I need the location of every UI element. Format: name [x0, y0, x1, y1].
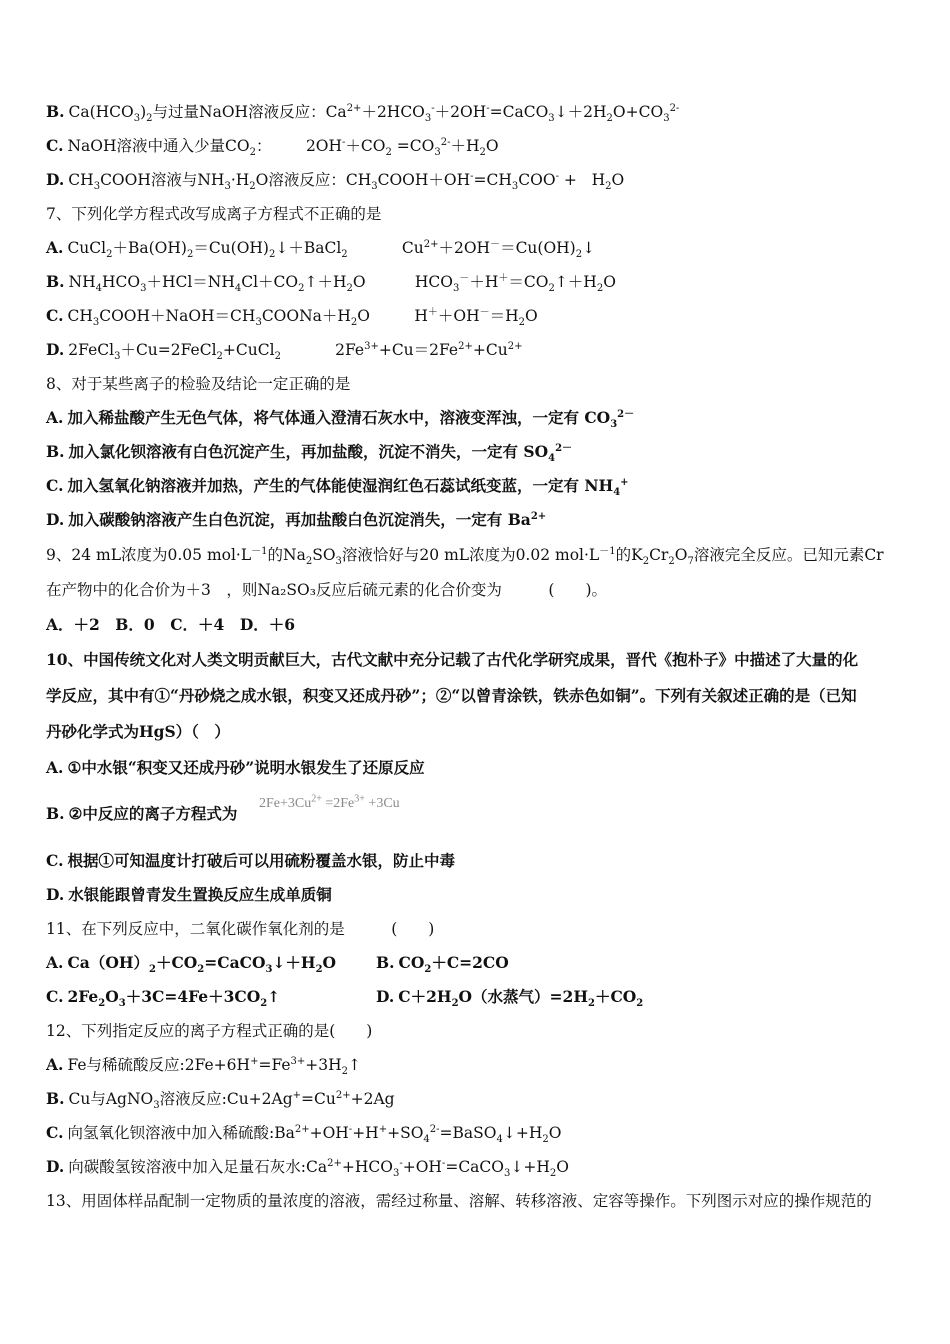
q8-stem: 8、对于某些离子的检验及结论一定正确的是	[46, 375, 351, 393]
q9-options: A．＋2 B．0 C．＋4 D．＋6	[46, 615, 296, 634]
q10-option-b: B. ②中反应的离子方程式为	[46, 804, 238, 823]
q7-option-b: B. $NH_4HCO_3+HCl=NH_4Cl+CO_2↑+H_2O$ $HCO_3^-+H^+=CO_2↑+H_2O$	[46, 272, 616, 295]
q10-option-c: C. 根据①可知温度计打破后可以用硫粉覆盖水银，防止中毒	[46, 851, 455, 870]
q8-option-b: B. 加入氯化钡溶液有白色沉淀产生，再加盐酸，沉淀不消失，一定有 $SO_4^{2-}$	[46, 442, 573, 465]
q8-option-a: A. 加入稀盐酸产生无色气体，将气体通入澄清石灰水中，溶液变浑浊，一定有 $CO_3^{2-}$	[46, 408, 635, 431]
q12-option-a: A. Fe与稀硫酸反应$:2Fe+6H^+=Fe^{3+}+3H_2↑$	[46, 1055, 362, 1078]
q12-option-d: D. 向碳酸氢铵溶液中加入足量石灰水$:Ca^{2+}+HCO_3^-+OH^-=CaCO_3↓+H_2O$	[46, 1157, 569, 1180]
q7-stem: 7、下列化学方程式改写成离子方程式不正确的是	[46, 205, 382, 223]
q12-option-c: C. 向氢氧化钡溶液中加入稀硫酸$:Ba^{2+}+OH^-+H^++SO_4^{2-}=BaSO_4↓+H_2O$	[46, 1123, 562, 1146]
q11-option-c: C. $2Fe_2O_3+3C=4Fe+3CO_2↑$	[46, 987, 281, 1010]
q11-option-a: A. $Ca(OH)_2+CO_2=CaCO_3↓+H_2O$	[46, 953, 337, 976]
q8-option-d: D. 加入碳酸钠溶液产生白色沉淀，再加盐酸白色沉淀消失，一定有 $Ba^{2+}$	[46, 510, 547, 529]
q6-option-b: B. $Ca(HCO_3)_2$与过量NaOH溶液反应：$Ca^{2+}+2HCO_3^-+2OH^-=CaCO_3↓+2H_2O+CO_3^{2-}$	[46, 102, 680, 125]
q9-stem-line2: 在产物中的化合价为＋3 ，则Na₂SO₃反应后硫元素的化合价变为 ( )。	[46, 581, 608, 599]
q10-stem-line2: 学反应，其中有①“丹砂烧之成水银，积变又还成丹砂”；②“以曾青涂铁，铁赤色如铜”。下列有关叙述正确的是（已知	[46, 686, 857, 705]
q10-option-a: A. ①中水银“积变又还成丹砂”说明水银发生了还原反应	[46, 758, 425, 777]
q13-stem: 13、用固体样品配制一定物质的量浓度的溶液，需经过称量、溶解、转移溶液、定容等操作。下列图示对应的操作规范的	[46, 1192, 872, 1210]
q10-stem-line1: 10、中国传统文化对人类文明贡献巨大，古代文献中充分记载了古代化学研究成果，晋代《抱朴子》中描述了大量的化	[46, 650, 859, 669]
q10-stem-line3: 丹砂化学式为HgS）（ ）	[46, 722, 230, 741]
q8-option-c: C. 加入氢氧化钠溶液并加热，产生的气体能使湿润红色石蕊试纸变蓝，一定有 $NH_4^+$	[46, 476, 629, 499]
q10-option-d: D. 水银能跟曾青发生置换反应生成单质铜	[46, 885, 332, 904]
q9-stem-line1: 9、24 mL浓度为0.05 $mol\cdot L^{-1}$的$Na_2SO_3$溶液恰好与20 mL浓度为0.02 $mol\cdot L^{-1}$的$K_2Cr_2O_7$溶液完全反应。已知元素Cr	[46, 545, 884, 568]
q7-option-d: D. 2FeCl$_3$＋Cu=2FeCl$_2$+CuCl$_2$ $2Fe^{3+}+Cu=2Fe^{2+}+Cu^{2+}$	[46, 340, 523, 363]
q7-option-c: C. $CH_3COOH+NaOH=CH_3COONa+H_2O$ $H^++OH^-=H_2O$	[46, 306, 538, 329]
q11-option-d: D. $C+2H_2O$（水蒸气）$=2H_2+CO_2$	[376, 987, 644, 1010]
q12-option-b: B. Cu与AgNO$_3$溶液反应$:Cu+2Ag^+=Cu^{2+}+2Ag$	[46, 1089, 395, 1112]
q6-option-d: D. $CH_3COOH$溶液与$NH_3\cdot H_2O$溶液反应：$CH_3COOH+OH^-=CH_3COO^- + H_2O$	[46, 170, 625, 193]
q10-option-b-equation: $2Fe+3Cu^{2+} =2Fe^{3+} +3Cu$	[259, 793, 400, 811]
q12-stem: 12、下列指定反应的离子方程式正确的是( )	[46, 1022, 373, 1040]
q7-option-a: A. $CuCl_2+Ba(OH)_2=Cu(OH)_2↓+BaCl_2$ $Cu^{2+}+2OH^-=Cu(OH)_2↓$	[46, 238, 596, 261]
q11-option-b: B. $CO_2+C=2CO$	[376, 953, 509, 976]
q11-stem: 11、在下列反应中，二氧化碳作氧化剂的是 ( )	[46, 920, 435, 938]
q6-option-c: C. NaOH溶液中通入少量$CO_2$： $2OH^-+CO_2 =CO_3^{2-}+H_2O$	[46, 136, 499, 159]
